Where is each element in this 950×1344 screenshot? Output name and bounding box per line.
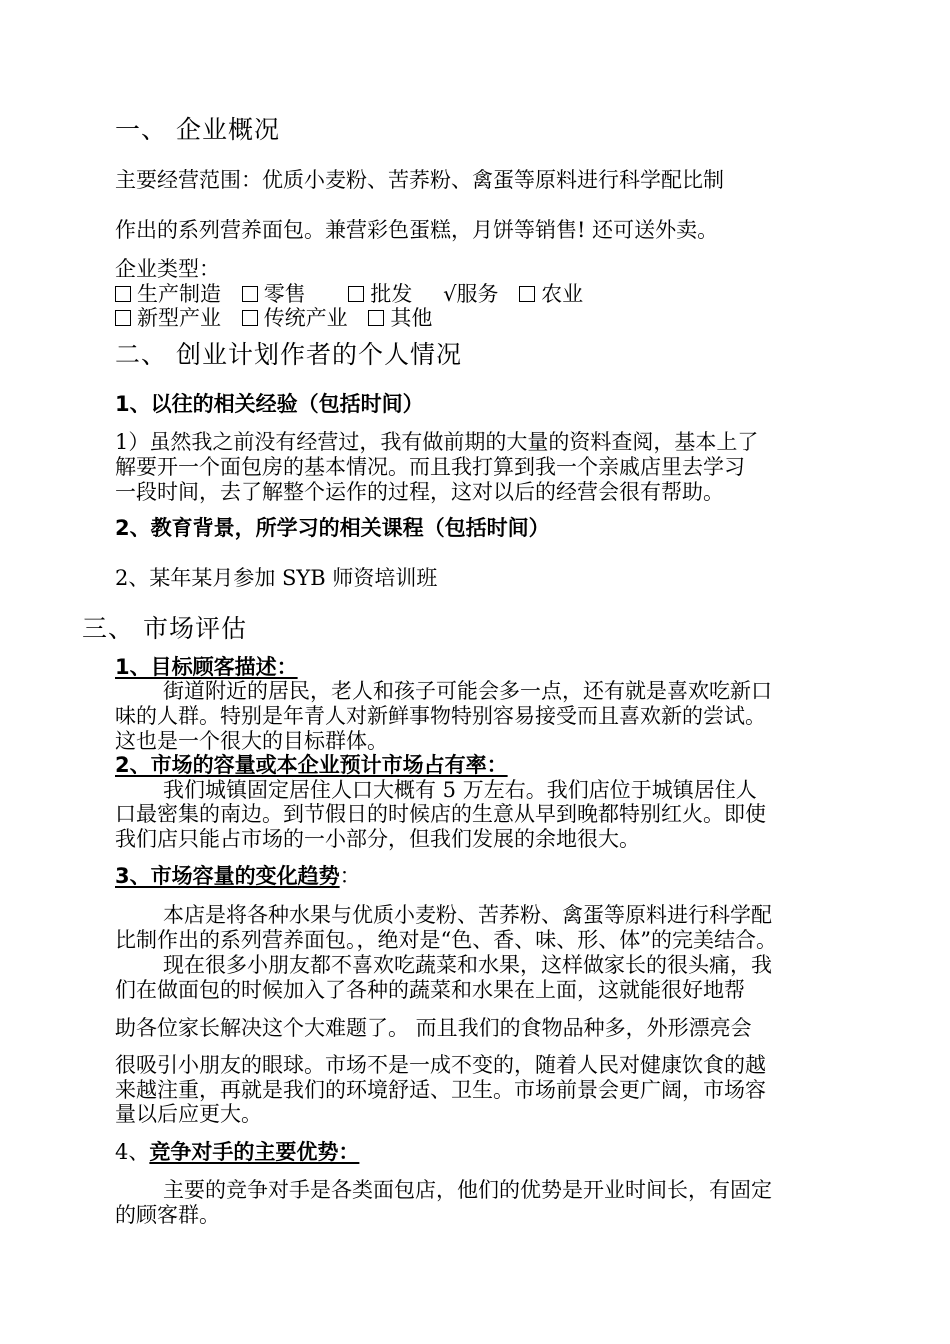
option-retail[interactable]: 零售 bbox=[242, 282, 306, 306]
competitor-line2: 的顾客群。 bbox=[115, 1203, 220, 1227]
option-service-checked[interactable]: √服务 bbox=[443, 282, 499, 306]
competitor-heading: 竞争对手的主要优势： bbox=[149, 1140, 360, 1164]
trend-heading: 3、市场容量的变化趋势 bbox=[115, 864, 340, 888]
checkbox-icon bbox=[115, 310, 131, 326]
section1-heading: 一、 企业概况 bbox=[115, 115, 280, 144]
capacity-line3: 我们店只能占市场的一小部分，但我们发展的余地很大。 bbox=[115, 827, 640, 851]
trend-p1-line2: 比制作出的系列营养面包。，绝对是“色、香、味、形、体”的完美结合。 bbox=[115, 928, 777, 952]
option-manufacture[interactable]: 生产制造 bbox=[115, 282, 221, 306]
trend-p2-line2: 们在做面包的时候加入了各种的蔬菜和水果在上面，这就能很好地帮 bbox=[115, 978, 745, 1002]
business-type-row1 bbox=[115, 282, 840, 306]
target-line2: 味的人群。特别是年青人对新鲜事物特别容易接受而且喜欢新的尝试。 bbox=[115, 704, 766, 728]
trend-p2-line1: 现在很多小朋友都不喜欢吃蔬菜和水果，这样做家长的很头痛，我 bbox=[163, 953, 772, 977]
experience-line1: 1）虽然我之前没有经营过，我有做前期的大量的资料查阅，基本上了 bbox=[115, 430, 759, 454]
business-scope-line2: 作出的系列营养面包。兼营彩色蛋糕，月饼等销售! 还可送外卖。 bbox=[115, 218, 719, 242]
section2-heading: 二、 创业计划作者的个人情况 bbox=[115, 340, 462, 369]
capacity-line2: 口最密集的南边。到节假日的时候店的生意从早到晚都特别红火。即使 bbox=[115, 802, 766, 826]
checkbox-icon bbox=[242, 310, 258, 326]
section3-heading: 三、 市场评估 bbox=[82, 614, 247, 643]
option-traditional-industry[interactable]: 传统产业 bbox=[242, 306, 348, 330]
business-scope-line1: 主要经营范围：优质小麦粉、苦荞粉、禽蛋等原料进行科学配比制 bbox=[115, 168, 724, 192]
experience-heading: 1、以往的相关经验（包括时间） bbox=[115, 392, 424, 416]
trend-heading-row bbox=[115, 864, 840, 888]
trend-p2-line4: 很吸引小朋友的眼球。市场不是一成不变的，随着人民对健康饮食的越 bbox=[115, 1053, 766, 1077]
checkbox-icon bbox=[115, 286, 131, 302]
experience-line2: 解要开一个面包房的基本情况。而且我打算到我一个亲戚店里去学习 bbox=[115, 455, 745, 479]
checkbox-icon bbox=[519, 286, 535, 302]
checkbox-icon bbox=[242, 286, 258, 302]
education-heading: 2、教育背景，所学习的相关课程（包括时间） bbox=[115, 516, 550, 540]
competitor-number: 4、 bbox=[115, 1140, 150, 1164]
competitor-line1: 主要的竞争对手是各类面包店，他们的优势是开业时间长，有固定 bbox=[163, 1178, 772, 1202]
business-type-row2 bbox=[115, 306, 840, 330]
option-other[interactable]: 其他 bbox=[368, 306, 432, 330]
capacity-line1: 我们城镇固定居住人口大概有 5 万左右。我们店位于城镇居住人 bbox=[163, 778, 757, 802]
experience-line3: 一段时间，去了解整个运作的过程，这对以后的经营会很有帮助。 bbox=[115, 480, 724, 504]
checkbox-icon bbox=[368, 310, 384, 326]
checkbox-icon bbox=[348, 286, 364, 302]
option-new-industry[interactable]: 新型产业 bbox=[115, 306, 221, 330]
target-heading-row bbox=[115, 655, 840, 679]
target-line1: 街道附近的居民，老人和孩子可能会多一点，还有就是喜欢吃新口 bbox=[163, 679, 772, 703]
trend-p2-line3: 助各位家长解决这个大难题了。 而且我们的食物品种多，外形漂亮会 bbox=[115, 1016, 752, 1040]
business-type-label: 企业类型： bbox=[115, 257, 220, 281]
option-wholesale[interactable]: 批发 bbox=[348, 282, 412, 306]
capacity-heading-row bbox=[115, 753, 840, 777]
trend-p2-line6: 量以后应更大。 bbox=[115, 1102, 262, 1126]
target-customer-heading: 1、目标顾客描述： bbox=[115, 655, 298, 679]
trend-p1-line1: 本店是将各种水果与优质小麦粉、苦荞粉、禽蛋等原料进行科学配 bbox=[163, 903, 772, 927]
trend-heading-colon: ： bbox=[339, 864, 361, 888]
trend-p2-line5: 来越注重，再就是我们的环境舒适、卫生。市场前景会更广阔，市场容 bbox=[115, 1078, 766, 1102]
option-agriculture[interactable]: 农业 bbox=[519, 282, 583, 306]
target-line3: 这也是一个很大的目标群体。 bbox=[115, 729, 388, 753]
competitor-heading-row bbox=[115, 1140, 840, 1164]
education-text: 2、某年某月参加 SYB 师资培训班 bbox=[115, 566, 438, 590]
market-capacity-heading: 2、市场的容量或本企业预计市场占有率： bbox=[115, 753, 508, 777]
